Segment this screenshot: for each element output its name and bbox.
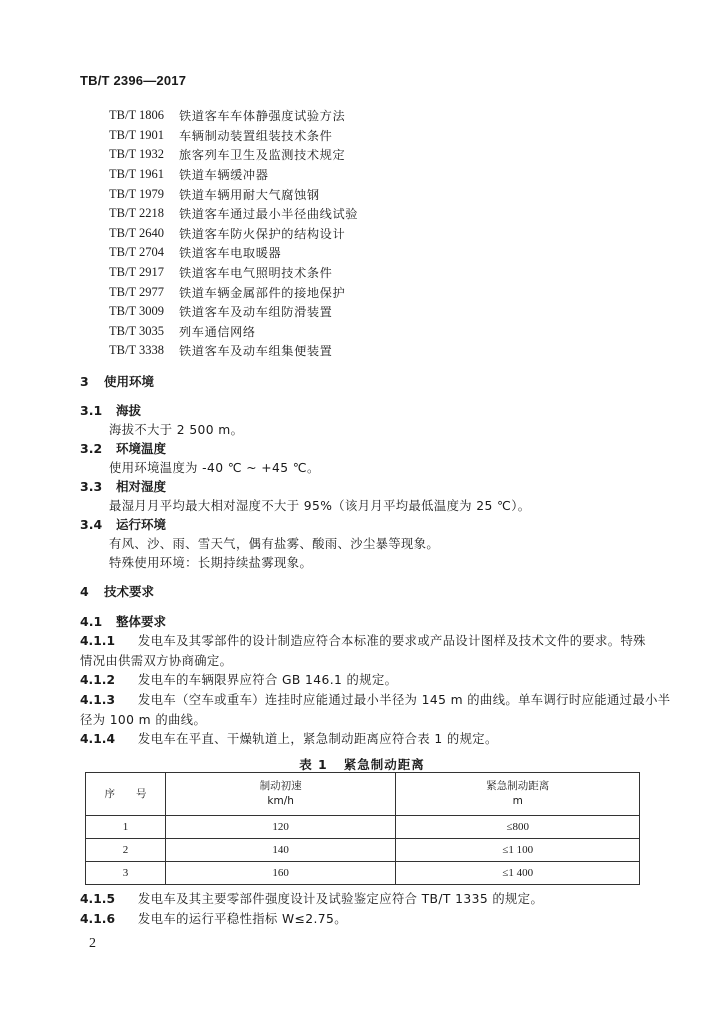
subsection-number: 3.4 bbox=[80, 517, 103, 532]
subsection-title: 运行环境 bbox=[116, 517, 167, 532]
header-initial-speed-label: 制动初速 bbox=[259, 780, 302, 792]
cell-initial-speed: 120 bbox=[165, 816, 396, 839]
subsection-heading bbox=[80, 612, 166, 630]
reference-title: 铁道车辆金属部件的接地保护 bbox=[179, 285, 346, 300]
table-row bbox=[86, 862, 640, 885]
cell-serial-number: 3 bbox=[86, 862, 166, 885]
clause-text: 发电车的车辆限界应符合 GB 146.1 的规定。 bbox=[138, 673, 398, 687]
header-serial-number: 序 号 bbox=[86, 773, 166, 816]
reference-title: 铁道客车通过最小半径曲线试验 bbox=[179, 207, 359, 222]
reference-code: TB/T 1932 bbox=[109, 147, 164, 162]
clause-text: 发电车及其零部件的设计制造应符合本标准的要求或产品设计图样及技术文件的要求。特殊 bbox=[138, 634, 646, 648]
list-item bbox=[109, 302, 358, 322]
clause-number: 4.1.6 bbox=[80, 912, 116, 926]
paragraph: 海拔不大于 2 500 m。 bbox=[109, 423, 244, 437]
reference-title: 铁道客车防火保护的结构设计 bbox=[179, 226, 346, 241]
section-title: 使用环境 bbox=[104, 374, 155, 389]
clause-number: 4.1.2 bbox=[80, 673, 116, 687]
reference-title: 铁道客车电气照明技术条件 bbox=[179, 266, 333, 281]
subsection-heading bbox=[80, 477, 166, 495]
paragraph: 最湿月月平均最大相对湿度不大于 95%（该月月平均最低温度为 25 ℃）。 bbox=[109, 499, 531, 513]
reference-code: TB/T 2640 bbox=[109, 225, 164, 240]
reference-code: TB/T 3338 bbox=[109, 343, 164, 358]
reference-title: 铁道客车电取暖器 bbox=[179, 246, 282, 261]
clause-text: 发电车的运行平稳性指标 W≤2.75。 bbox=[138, 912, 347, 926]
paragraph: 有风、沙、雨、雪天气，偶有盐雾、酸雨、沙尘暴等现象。 bbox=[109, 537, 440, 551]
paragraph bbox=[80, 889, 543, 907]
list-item bbox=[109, 184, 358, 204]
subsection-heading bbox=[80, 439, 166, 457]
paragraph-continuation: 情况由供需双方协商确定。 bbox=[80, 654, 233, 668]
reference-code: TB/T 1901 bbox=[109, 127, 164, 142]
list-item bbox=[109, 224, 358, 244]
list-item bbox=[109, 263, 358, 283]
reference-code: TB/T 3009 bbox=[109, 304, 164, 319]
page-number: 2 bbox=[89, 936, 96, 951]
paragraph bbox=[80, 729, 498, 747]
list-item bbox=[109, 282, 358, 302]
cell-serial-number: 1 bbox=[86, 816, 166, 839]
list-item bbox=[109, 341, 358, 361]
list-item bbox=[109, 165, 358, 185]
reference-title: 铁道车辆缓冲器 bbox=[179, 168, 269, 183]
table-header-row bbox=[86, 773, 640, 816]
header-braking-distance-label: 紧急制动距离 bbox=[486, 780, 550, 792]
clause-number: 4.1.3 bbox=[80, 693, 116, 707]
subsection-heading bbox=[80, 515, 166, 533]
clause-number: 4.1.1 bbox=[80, 634, 116, 648]
reference-title: 车辆制动装置组装技术条件 bbox=[179, 128, 333, 143]
subsection-number: 4.1 bbox=[80, 614, 103, 629]
cell-initial-speed: 140 bbox=[165, 839, 396, 862]
clause-number: 4.1.5 bbox=[80, 892, 116, 906]
subsection-title: 整体要求 bbox=[116, 614, 167, 629]
reference-title: 列车通信网络 bbox=[179, 324, 256, 339]
section-heading bbox=[80, 372, 154, 390]
paragraph bbox=[80, 670, 397, 688]
subsection-title: 相对湿度 bbox=[116, 479, 167, 494]
reference-code: TB/T 3035 bbox=[109, 323, 164, 338]
table-caption: 表 1 紧急制动距离 bbox=[299, 757, 425, 772]
clause-text: 发电车及其主要零部件强度设计及试验鉴定应符合 TB/T 1335 的规定。 bbox=[138, 892, 544, 906]
cell-braking-distance: ≤1 100 bbox=[396, 839, 640, 862]
reference-code: TB/T 1806 bbox=[109, 108, 164, 123]
list-item bbox=[109, 322, 358, 342]
section-number: 3 bbox=[80, 374, 89, 389]
paragraph-continuation: 径为 100 m 的曲线。 bbox=[80, 713, 207, 727]
paragraph: 特殊使用环境：长期持续盐雾现象。 bbox=[109, 556, 313, 570]
reference-title: 铁道客车及动车组集便装置 bbox=[179, 344, 333, 359]
reference-code: TB/T 2917 bbox=[109, 265, 164, 280]
header-initial-speed bbox=[165, 773, 396, 816]
cell-serial-number: 2 bbox=[86, 839, 166, 862]
cell-initial-speed: 160 bbox=[165, 862, 396, 885]
header-braking-distance-unit: m bbox=[512, 795, 523, 807]
subsection-number: 3.1 bbox=[80, 403, 103, 418]
reference-code: TB/T 2704 bbox=[109, 245, 164, 260]
list-item bbox=[109, 106, 358, 126]
subsection-title: 环境温度 bbox=[116, 441, 167, 456]
paragraph bbox=[80, 690, 670, 708]
list-item bbox=[109, 243, 358, 263]
section-heading bbox=[80, 582, 154, 600]
reference-title: 铁道客车车体静强度试验方法 bbox=[179, 109, 346, 124]
reference-code: TB/T 1961 bbox=[109, 167, 164, 182]
table-row bbox=[86, 816, 640, 839]
reference-title: 铁道客车及动车组防滑装置 bbox=[179, 305, 333, 320]
subsection-number: 3.2 bbox=[80, 441, 103, 456]
reference-code: TB/T 1979 bbox=[109, 186, 164, 201]
reference-title: 铁道车辆用耐大气腐蚀钢 bbox=[179, 187, 320, 202]
list-item bbox=[109, 204, 358, 224]
paragraph: 使用环境温度为 -40 ℃ ~ +45 ℃。 bbox=[109, 461, 320, 475]
paragraph bbox=[80, 909, 347, 927]
table-row bbox=[86, 839, 640, 862]
reference-code: TB/T 2218 bbox=[109, 206, 164, 221]
subsection-number: 3.3 bbox=[80, 479, 103, 494]
cell-braking-distance: ≤1 400 bbox=[396, 862, 640, 885]
reference-list bbox=[109, 106, 358, 361]
subsection-heading bbox=[80, 401, 141, 419]
header-braking-distance bbox=[396, 773, 640, 816]
section-number: 4 bbox=[80, 584, 89, 599]
reference-title: 旅客列车卫生及监测技术规定 bbox=[179, 148, 346, 163]
list-item bbox=[109, 145, 358, 165]
reference-code: TB/T 2977 bbox=[109, 284, 164, 299]
clause-number: 4.1.4 bbox=[80, 732, 116, 746]
cell-braking-distance: ≤800 bbox=[396, 816, 640, 839]
clause-text: 发电车（空车或重车）连挂时应能通过最小半径为 145 m 的曲线。单车调行时应能通过最小半 bbox=[138, 693, 671, 707]
list-item bbox=[109, 126, 358, 146]
braking-distance-table bbox=[85, 772, 640, 885]
paragraph bbox=[80, 631, 646, 649]
header-initial-speed-unit: km/h bbox=[267, 795, 294, 807]
document-header: TB/T 2396—2017 bbox=[80, 73, 187, 88]
section-title: 技术要求 bbox=[104, 584, 155, 599]
subsection-title: 海拔 bbox=[116, 403, 142, 418]
clause-text: 发电车在平直、干燥轨道上，紧急制动距离应符合表 1 的规定。 bbox=[138, 732, 498, 746]
